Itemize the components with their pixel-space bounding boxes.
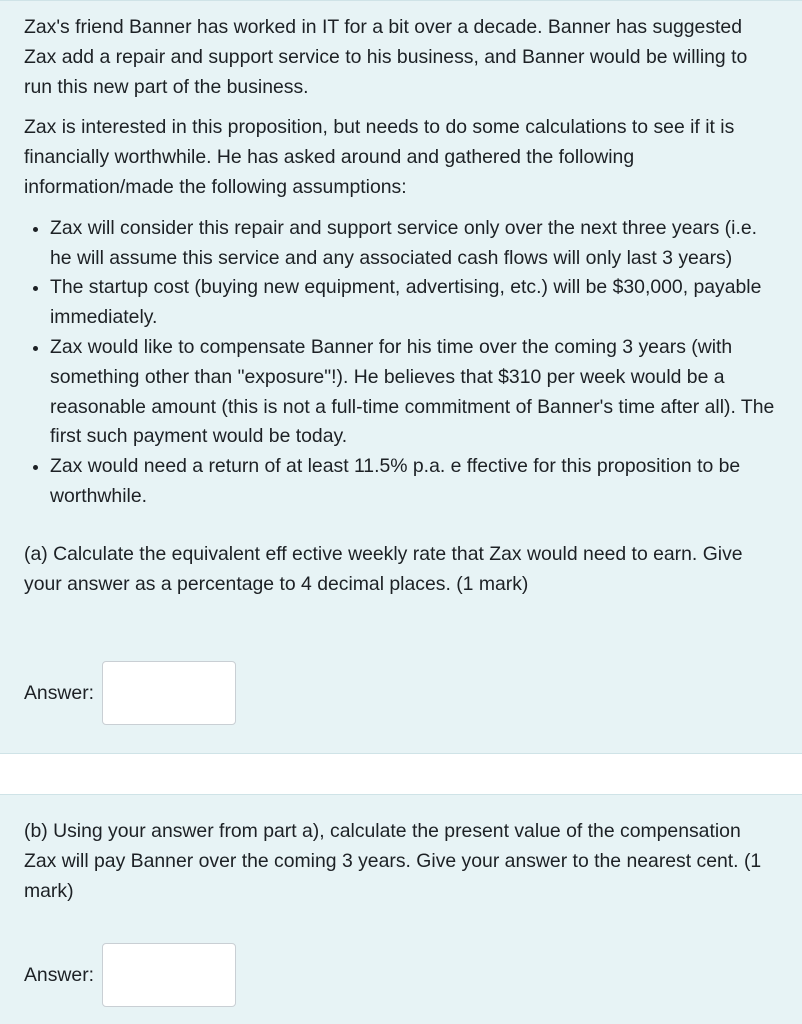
assumption-item: • Zax will consider this repair and support service only over the next three years (i.e. he will assume this service and any associated cash flows will only last 3 years) xyxy=(50,214,778,274)
intro-paragraph-1: Zax's friend Banner has worked in IT for a bit over a decade. Banner has suggested Zax add a repair and support service to his business, and Banner would be willing to run this new part of the business. xyxy=(24,16,748,98)
answer-row-b xyxy=(24,943,236,1007)
assumption-item: • Zax would like to compensate Banner for his time over the coming 3 years (with something other than "exposure"!). He believes that $310 per week would be a reasonable amount (this is not a full-time commitment of Banner's time after all). The first such payment would be today. xyxy=(50,333,778,452)
assumption-item: • Zax would need a return of at least 11.5% p.a. e ffective for this proposition to be worthwhile. xyxy=(50,452,778,512)
answer-label: Answer: xyxy=(24,681,95,704)
intro-paragraph-2: Zax is interested in this proposition, but needs to do some calculations to see if it is financially worthwhile. He has asked around and gathered the following information/made the following assumptions: xyxy=(24,116,735,198)
question-b-content xyxy=(0,795,802,906)
assumptions-list xyxy=(24,214,778,512)
question-b-text: (b) Using your answer from part a), calculate the present value of the compensation Zax will pay Banner over the coming 3 years. Give your answer to the nearest cent. (1 mark) xyxy=(24,820,762,902)
question-a-content xyxy=(0,1,802,599)
answer-label: Answer: xyxy=(24,963,95,986)
question-b-panel xyxy=(0,794,802,1024)
question-a-text: (a) Calculate the equivalent eff ective weekly rate that Zax would need to earn. Give your answer as a percentage to 4 decimal places. (1 mark) xyxy=(24,542,743,595)
assumption-item: • The startup cost (buying new equipment, advertising, etc.) will be $30,000, payable immediately. xyxy=(50,273,778,333)
answer-input-a[interactable] xyxy=(102,661,236,725)
answer-input-b[interactable] xyxy=(102,943,236,1007)
answer-row-a xyxy=(24,661,236,725)
